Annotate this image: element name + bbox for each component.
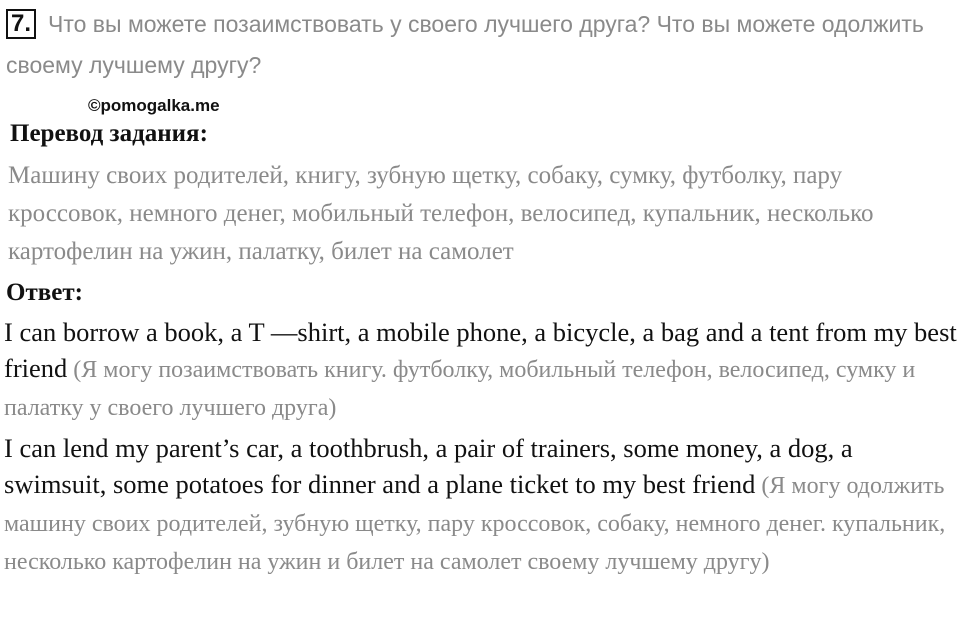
translation-heading: Перевод задания: (10, 120, 208, 147)
translation-text: Машину своих родителей, книгу, зубную щетку, собаку, сумку, футболку, пару кроссовок, немного денег, мобильный телефон, велосипед, купальник, несколько картофелин на ужин, палатку, билет на самолет (8, 162, 874, 265)
answer-paragraph-2 (4, 430, 958, 580)
task-question (6, 4, 956, 86)
answer-heading: Ответ: (6, 279, 83, 306)
answer-1-russian: (Я могу позаимствовать книгу. футболку, мобильный телефон, велосипед, сумку и палатку у своего лучшего друга) (4, 357, 916, 421)
answer-1-english: I can borrow a book, a T —shirt, a mobile phone, a bicycle, a bag and a tent from my best friend (4, 317, 957, 383)
answer-2-english: I can lend my parent’s car, a toothbrush, a pair of trainers, some money, a dog, a swimsuit, some potatoes for dinner and a plane ticket to my best friend (4, 433, 853, 499)
answer-paragraph-1 (4, 314, 958, 426)
answer-2-russian: (Я могу одолжить машину своих родителей, зубную щетку, пару кроссовок, собаку, немного денег. купальник, несколько картофелин на ужин и билет на самолет своему лучшему другу) (4, 473, 946, 575)
task-number: 7. (6, 9, 36, 39)
task-question-text: Что вы можете позаимствовать у своего лучшего друга? Что вы можете одолжить своему лучшему другу? (6, 11, 924, 78)
watermark: ©pomogalka.me (88, 96, 220, 115)
